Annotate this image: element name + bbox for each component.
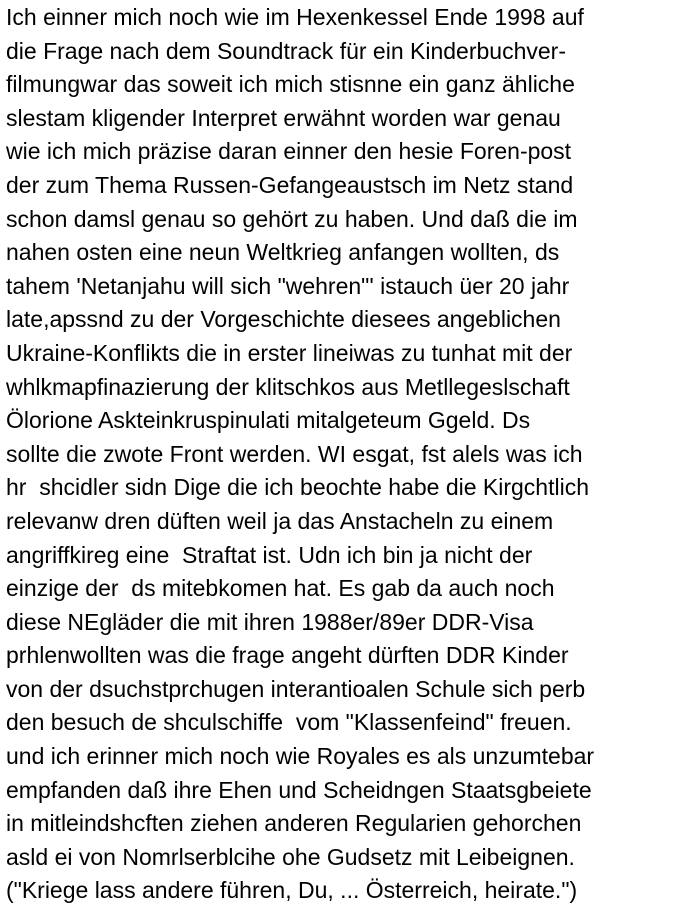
text-line: diese NEgläder die mit ihren 1988er/89er DDR-Visa [6, 608, 534, 635]
text-line: asld ei von Nomrlserblcihe ohe Gudsetz mit Leibeignen. [6, 843, 575, 870]
text-line: whlkmapfinazierung der klitschkos aus Metllegeslschaft [6, 373, 570, 400]
text-line: Ukraine-Konflikts die in erster lineiwas zu tunhat mit der [6, 339, 573, 366]
text-line: sollte die zwote Front werden. WI esgat, fst alels was ich [6, 440, 583, 467]
text-line: angriffkireg eine Straftat ist. Udn ich bin ja nicht der [6, 541, 533, 568]
text-line: von der dsuchstprchugen interantioalen Schule sich perb [6, 675, 586, 702]
text-body [6, 1, 682, 908]
text-line: wie ich mich präzise daran einner den hesie Foren-post [6, 138, 572, 165]
text-line: schon damsl genau so gehört zu haben. Und daß die im [6, 205, 578, 232]
text-line: relevanw dren düften weil ja das Anstacheln zu einem [6, 507, 554, 534]
text-line: filmungwar das soweit ich mich stisnne ein ganz ähliche [6, 71, 575, 98]
text-line: die Frage nach dem Soundtrack für ein Kinderbuchver- [6, 37, 566, 64]
text-line: den besuch de shculschiffe vom "Klassenfeind" freuen. [6, 709, 572, 736]
text-line: nahen osten eine neun Weltkrieg anfangen wollten, ds [6, 239, 560, 266]
text-line: empfanden daß ihre Ehen und Scheidngen Staatsgbeiete [6, 776, 592, 803]
text-line: tahem 'Netanjahu will sich "wehren"' istauch üer 20 jahr [6, 272, 570, 299]
text-line: in mitleindshcften ziehen anderen Regularien gehorchen [6, 810, 582, 837]
text-line: late,apssnd zu der Vorgeschichte diesees angeblichen [6, 306, 561, 333]
text-line: hr shcidler sidn Dige die ich beochte habe die Kirgchtlich [6, 474, 589, 501]
text-line: slestam kligender Interpret erwähnt worden war genau [6, 104, 561, 131]
text-line: Ich einner mich noch wie im Hexenkessel Ende 1998 auf [6, 4, 584, 30]
text-line: der zum Thema Russen-Gefangeaustsch im Netz stand [6, 171, 574, 198]
text-line: ("Kriege lass andere führen, Du, ... Österreich, heirate.") [6, 877, 578, 904]
text-line: einzige der ds mitebkomen hat. Es gab da auch noch [6, 575, 555, 602]
text-line: und ich erinner mich noch wie Royales es als unzumtebar [6, 743, 595, 770]
text-line: Ölorione Askteinkruspinulati mitalgeteum Ggeld. Ds [6, 407, 531, 434]
text-line: prhlenwollten was die frage angeht dürften DDR Kinder [6, 642, 569, 669]
